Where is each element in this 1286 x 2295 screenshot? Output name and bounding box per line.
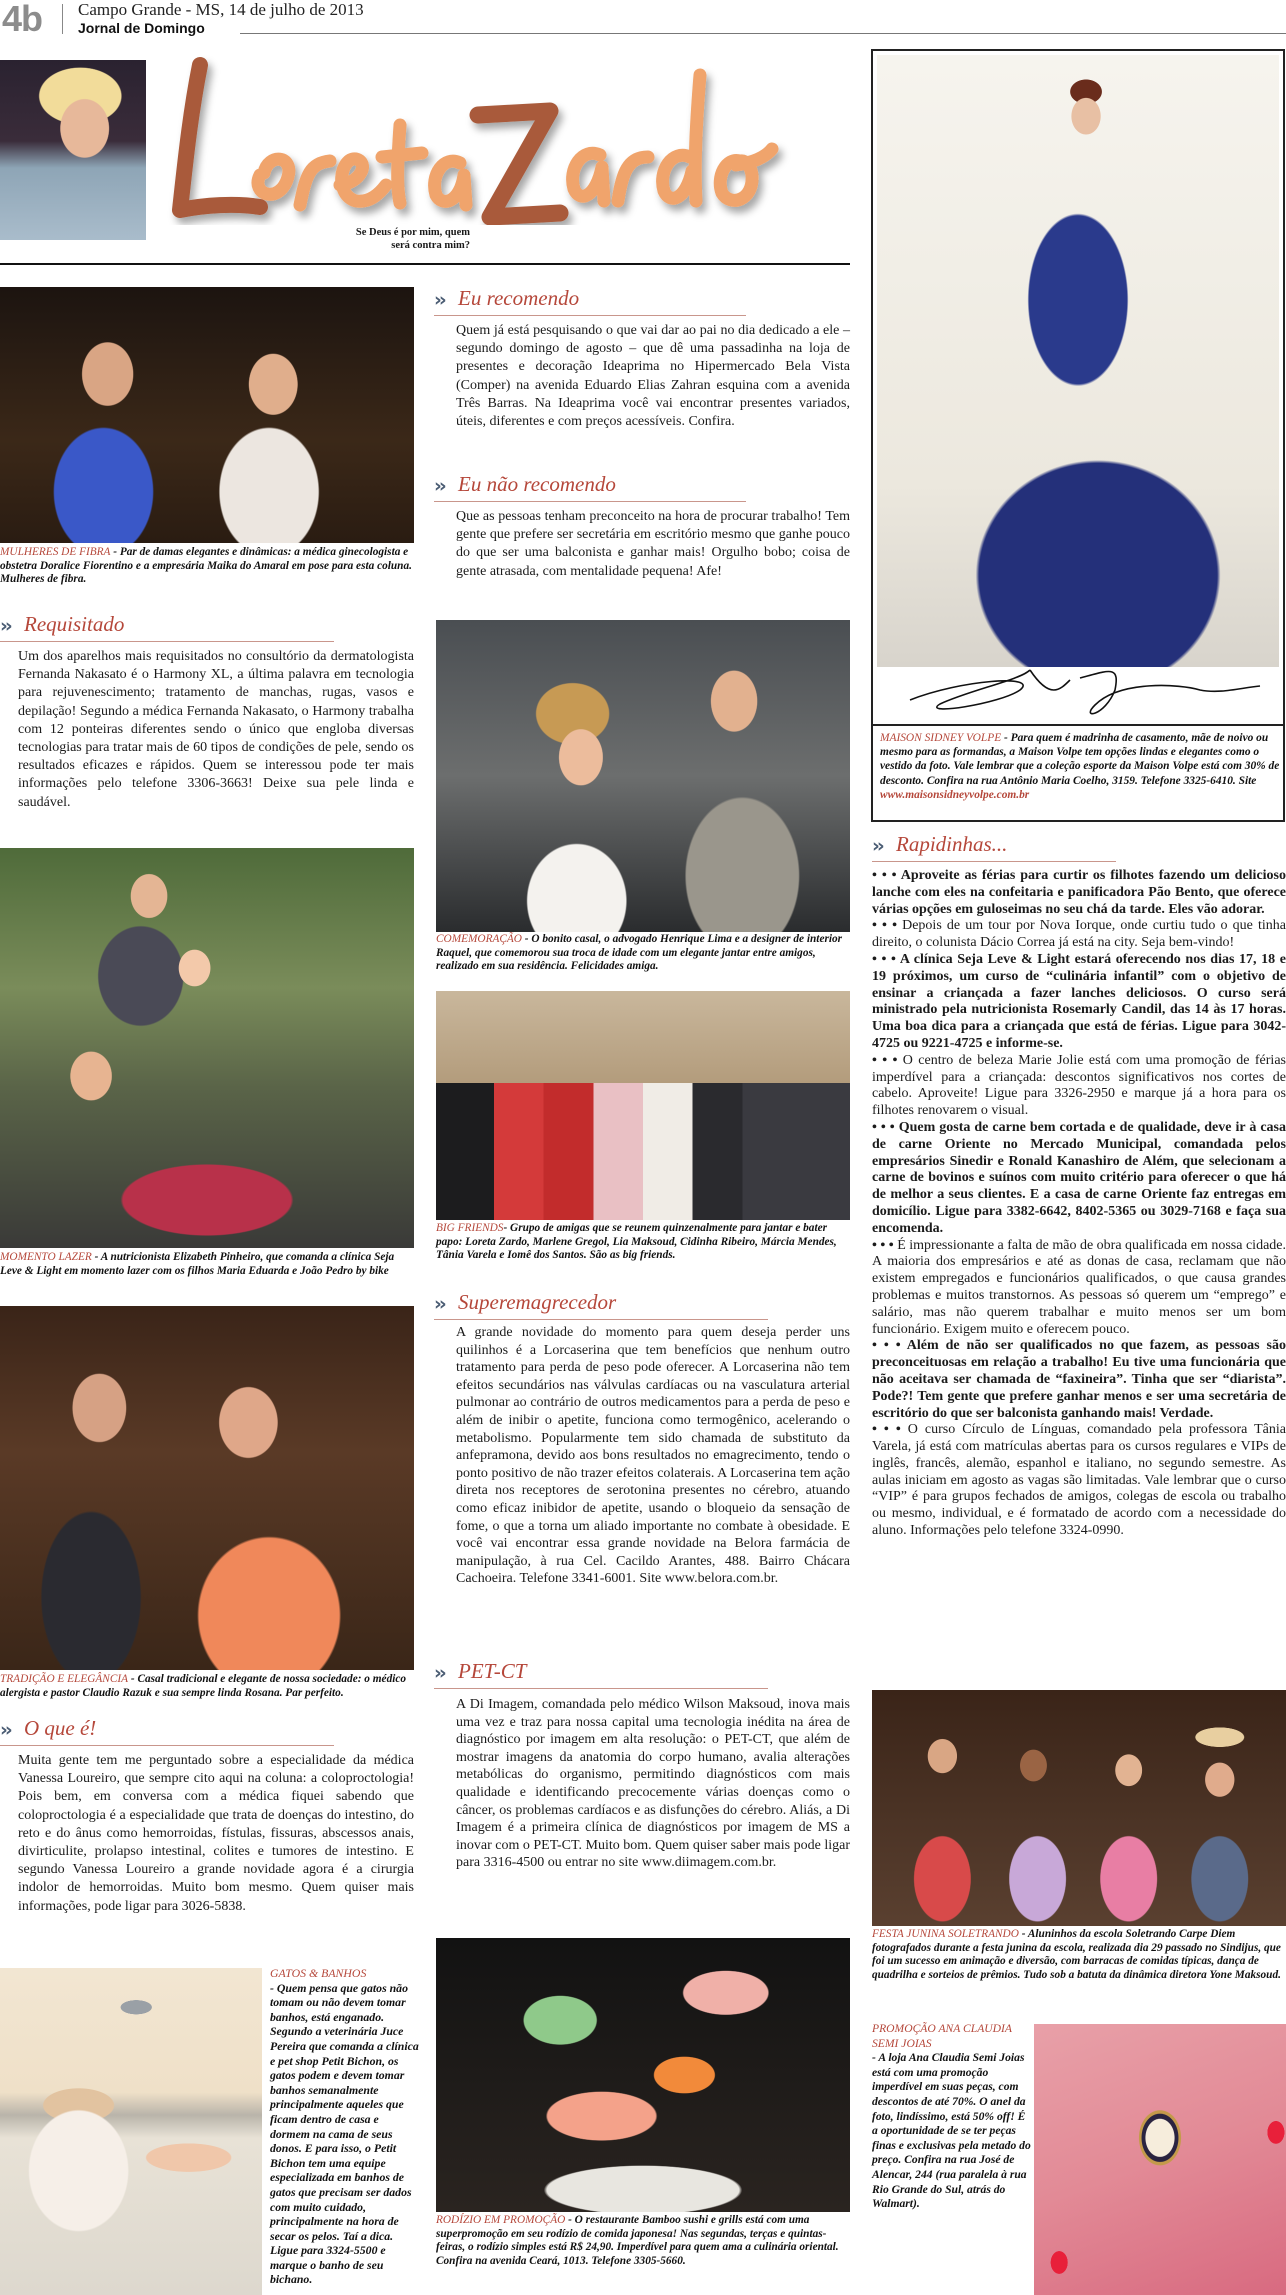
section-head-rapidinhas xyxy=(872,834,1286,860)
photo-maison-sidney-volpe xyxy=(877,55,1279,667)
section-title: Superemagrecedor xyxy=(458,1290,617,1314)
rapidinha-text: A clínica Seja Leve & Light estará oferecendo nos dias 17, 18 e 19 próximos, um curso de “culinária infantil” com o objetivo de ensinar a criançada a fazer lanches deliciosos. O curso será ministrado pela nutricionista Rosemarly Candil, das 14 às 17 horas. Uma boa dica para a criançada que está de férias. Ligue para 3042-4725 ou 9221-4725 e informe-se. xyxy=(872,951,1286,1051)
section-body-rapidinhas xyxy=(872,868,1286,1540)
caption-tradicao-e-elegancia xyxy=(0,1673,414,1700)
rapidinha-item xyxy=(872,868,1286,918)
motto-line-2: será contra mim? xyxy=(391,240,470,251)
photo-tradicao-e-elegancia xyxy=(0,1306,414,1670)
section-head-o-que-e xyxy=(0,1718,414,1744)
chevron-icon: ›› xyxy=(434,1662,444,1684)
chevron-icon: ›› xyxy=(434,1293,444,1315)
caption-title: MULHERES DE FIBRA xyxy=(0,546,111,558)
caption-title: MAISON SIDNEY VOLPE xyxy=(880,732,1002,744)
logo-letter-l xyxy=(180,65,260,210)
section-title: Eu recomendo xyxy=(458,286,580,310)
caption-text: - A loja Ana Claudia Semi Joias está com uma promoção imperdível em suas peças, com descontos de até 70%. O anel da foto, lindíssimo, está 50% off! É a oportunidade de se ter peças finas e exclusivas pela metado do preço. Confira na rua José de Alencar, 244 (rua paralela à rua Rio Grande do Sul, atrás do Walmart). xyxy=(872,2051,1031,2211)
caption-title: GATOS & BANHOS xyxy=(270,1966,367,1980)
rapidinha-text: É impressionante a falta de mão de obra qualificada em nossa cidade. A maioria dos empresários e até as donas de casa, reclamam que não existem empregados e funcionários qualificados, o que causa grandes problemas e muitos transtornos. As pessoas só querem um “emprego” e salário, mas não querem trabalhar e muito menos ser um bom funcionário. Exigem muito e oferecem pouco. xyxy=(872,1237,1286,1337)
caption-text: - Para quem é madrinha de casamento, mãe de noivo ou mesmo para as formandas, a Maison Volpe tem opções lindas e elegantes como o vestido da foto. Vale lembrar que a coleção esporte da Maison Volpe está com 30% de desconto. Confira na rua Antônio Maria Coelho, 3159. Telefone 3325-6410. Site xyxy=(880,732,1280,787)
section-head-superemagrecedor xyxy=(434,1292,854,1318)
section-body-superemagrecedor: A grande novidade do momento para quem deseja perder uns quilinhos é a Lorcaserina que tem benefícios que nenhum outro tratamento para perda de peso pode oferecer. A Lorcaserina não tem efeitos secundários nas válvulas cardíacas ou na vasculatura arterial pulmonar ao contrário de outros medicamentos para a perda de peso e além de inibir o apetite, funciona como termogênico, acelerando o metabolismo. Popularmente tem sido chamada de substituto da anfepramona, devido aos bons resultados no emagrecimento, tendo o ponto positivo de não trazer efeitos colaterais. A Lorcaserina tem ação direta nos receptores de serotonina presentes no cérebro, atuando como eficaz inibidor de apetite, usando o bloqueio da sensação de fome, o que a torna um aliado importante no combate à obesidade. E você vai encontrar essa grande novidade na Belora farmácia de manipulação, à rua Cel. Cacildo Arantes, 488. Bairro Chácara Cachoeira. Telefone 3341-6001. Site www.belora.com.br. xyxy=(456,1325,850,1587)
chevron-icon: ›› xyxy=(434,289,444,311)
caption-text: - Aluninhos da escola Soletrando Carpe Diem fotografados durante a festa junina da escola, realizada dia 29 passado no Sindijus, que foi um sucesso em animação e diversão, com barracas de comidas típicas, dança de quadrilha e sorteios de prêmios. Tudo sob a batuta da dinâmica diretora Yone Maksoud. xyxy=(872,1928,1281,1981)
section-head-eu-nao-recomendo xyxy=(434,474,854,500)
section-body-eu-nao-recomendo: Que as pessoas tenham preconceito na hora de procurar trabalho! Tem gente que prefere ser secretária em escritório mesmo que ganhe pouco do que ser uma balconista e ganhar mais! Orgulho bobo; coisa de gente atrasada, com mentalidade pequena! Afe! xyxy=(456,509,850,579)
chevron-icon: ›› xyxy=(434,475,444,497)
rapidinha-item xyxy=(872,952,1286,1053)
caption-text: - A nutricionista Elizabeth Pinheiro, que comanda a clínica Seja Leve & Light em momento lazer com os filhos Maria Eduarda e João Pedro by bike xyxy=(0,1251,395,1277)
header-rule xyxy=(240,33,1286,34)
section-body-eu-recomendo: Quem já está pesquisando o que vai dar ao pai no dia dedicado a ele – segundo domingo de agosto – que dê uma passadinha na loja de presentes e decoração Ideaprima no Hipermercado Bela Vista (Comper) na avenida Eduardo Elias Zahran esquina com a avenida Três Barras. Na Ideaprima você vai encontrar presentes variados, úteis, diferentes e com preços acessíveis. Confira. xyxy=(456,323,850,430)
caption-maison-sidney-volpe xyxy=(880,731,1280,802)
rapidinha-item xyxy=(872,1053,1286,1120)
caption-title: BIG FRIENDS xyxy=(436,1222,504,1234)
caption-title: PROMOÇÃO ANA CLAUDIA SEMI JOIAS xyxy=(872,2022,1012,2050)
caption-momento-lazer xyxy=(0,1251,414,1278)
date-line: Campo Grande - MS, 14 de julho de 2013 xyxy=(78,0,364,19)
section-rule xyxy=(434,315,746,316)
section-title: Eu não recomendo xyxy=(458,472,616,496)
section-title: PET-CT xyxy=(458,1659,527,1683)
bullet-dots-icon: • • • xyxy=(872,918,897,934)
bullet-dots-icon: • • • xyxy=(872,868,897,883)
photo-mulheres-de-fibra xyxy=(0,287,414,543)
photo-gatos-e-banhos xyxy=(0,1968,262,2295)
bullet-dots-icon: • • • xyxy=(872,1119,895,1135)
caption-text: - O bonito casal, o advogado Henrique Lima e a designer de interior Raquel, que comemorou sua troca de idade com um elegante jantar entre amigos, realizado em sua residência. Felicidades amiga. xyxy=(436,933,843,972)
section-rule xyxy=(0,641,334,642)
caption-mulheres-de-fibra xyxy=(0,546,414,587)
bullet-dots-icon: • • • xyxy=(872,1237,894,1253)
newspaper-name: Jornal de Domingo xyxy=(78,20,205,36)
photo-comemoracao xyxy=(436,620,850,932)
masthead-rule xyxy=(0,263,850,265)
caption-title: MOMENTO LAZER xyxy=(0,1251,92,1263)
page-number: 4b xyxy=(2,0,43,39)
section-title: Requisitado xyxy=(24,612,125,636)
section-title: Rapidinhas... xyxy=(896,832,1008,856)
rapidinha-item xyxy=(872,1120,1286,1238)
rapidinha-item xyxy=(872,1238,1286,1339)
caption-title: RODÍZIO EM PROMOÇÃO xyxy=(436,2214,566,2226)
bullet-dots-icon: • • • xyxy=(872,1338,901,1354)
logo-word-ardo xyxy=(573,75,772,201)
caption-comemoracao xyxy=(436,933,850,974)
photo-rodizio-em-promocao xyxy=(436,1938,850,2212)
signature-sidney-volpe xyxy=(880,660,1276,722)
column-logo xyxy=(160,45,860,225)
rapidinha-text: Além de não ser qualificados no que fazem, as pessoas são preconceituosas em relação a trabalho! Eu tive uma funcionária que não aceitava ser chamada de “faxineira”. Tinha que ser “diarista”. Pode?! Tem gente que prefere ganhar menos e ser uma secretária de escritório do que ser balconista ganhando mais! Verdade. xyxy=(872,1338,1286,1421)
caption-text: - Quem pensa que gatos não tomam ou não devem tomar banhos, está enganado. Segundo a veterinária Juce Pereira que comanda a clínica e pet shop Petit Bichon, os gatos podem e devem tomar banhos semanalmente principalmente aqueles que ficam dentro de casa e dormem na cama de seus donos. E para isso, o Petit Bichon tem uma equipe especializada em banhos de gatos que precisam ser dados com muito cuidado, principalmente na hora de secar os pelos. Taí a dica. Ligue para 3324-5500 e marque o banho de seu bichano. xyxy=(270,1980,419,2287)
rapidinha-text: Depois de um tour por Nova Iorque, onde curtiu tudo o que tinha direito, o colunista Dácio Correa já está na city. Seja bem-vindo! xyxy=(872,918,1286,951)
caption-gatos-e-banhos xyxy=(270,1966,420,2287)
section-body-o-que-e: Muita gente tem me perguntado sobre a especialidade da médica Vanessa Loureiro, que sempre cito aqui na coluna: a coloproctologia! Pois bem, em conversa com a médica fiquei sabendo que coloproctologia é a especialidade que trata de doenças do intestino, do reto e do ânus como hemorroidas, fístulas, fissuras, abscessos anais, divirticulite, prolapso intestinal, colites e tumores de intestino. E segundo Vanessa Loureiro a grande novidade agora é a cirurgia indolor de hemorroidas. Muito bom mesmo. Quem quiser mais informações, pode ligar para 3026-5838. xyxy=(18,1753,414,1914)
rapidinha-item xyxy=(872,1338,1286,1422)
rapidinha-item xyxy=(872,918,1286,952)
photo-big-friends xyxy=(436,991,850,1220)
section-head-eu-recomendo xyxy=(434,288,854,314)
rapidinha-item xyxy=(872,1422,1286,1540)
caption-rodizio-em-promocao xyxy=(436,2214,850,2268)
maison-website-link[interactable]: www.maisonsidneyvolpe.com.br xyxy=(880,788,1030,801)
bullet-dots-icon: • • • xyxy=(872,1422,901,1438)
caption-promocao-ana-claudia xyxy=(872,2022,1032,2212)
chevron-icon: ›› xyxy=(0,615,10,637)
section-rule xyxy=(434,1319,768,1320)
section-rule xyxy=(434,1688,768,1689)
caption-big-friends xyxy=(436,1222,850,1263)
maison-divider xyxy=(871,724,1285,726)
caption-title: COMEMORAÇÃO xyxy=(436,933,522,945)
section-body-requisitado: Um dos aparelhos mais requisitados no consultório da dermatologista Fernanda Nakasato é o Harmony XL, a última palavra em tecnologia para rejuvenescimento; tratamento de manchas, rugas, vasos e depilação! Segundo a médica Fernanda Nakasato, o Harmony trabalha com 12 ponteiras diferentes sendo o único que engloba diversas tecnologias para tratar mais de 60 tipos de condições de pele, sendo os resultados eficazes e rápidos. Quem se interessou pode ter mais informações pelo telefone 3306-3663! Deixe sua pele linda e saudável. xyxy=(18,649,414,810)
rapidinha-text: Aproveite as férias para curtir os filhotes fazendo um delicioso lanche com eles na confeitaria e panificadora Pão Bento, que oferece várias opções em guloseimas no seu chá da tarde. Eles vão adorar. xyxy=(872,868,1286,917)
caption-text: - Par de damas elegantes e dinâmicas: a médica ginecologista e obstetra Doralice Fiorentino e a empresária Maika do Amaral em pose para esta coluna. Mulheres de fibra. xyxy=(0,546,412,585)
rapidinha-text: O curso Círculo de Línguas, comandado pela professora Tânia Varela, já está com matrículas abertas para os cursos regulares e VIPs de inglês, francês, alemão, espanhol e italiano, no segundo semestre. As aulas iniciam em agosto as vagas são limitadas. Vale lembrar que o curso “VIP” é para grupos fechados de amigos, colegas de escola ou trabalho ou mesmo, individual, e é formatado de acordo com a necessidade do aluno. Informações pelo telefone 3324-0990. xyxy=(872,1422,1286,1539)
caption-title: TRADIÇÃO E ELEGÂNCIA xyxy=(0,1673,129,1685)
logo-word-oreta xyxy=(258,125,466,205)
bullet-dots-icon: • • • xyxy=(872,951,896,967)
caption-festa-junina xyxy=(872,1928,1286,1982)
caption-title: FESTA JUNINA SOLETRANDO xyxy=(872,1928,1019,1940)
section-title: O que é! xyxy=(24,1716,97,1740)
rapidinha-text: O centro de beleza Marie Jolie está com uma promoção de férias imperdível para a criançada: descontos significativos nos cortes de cabelo. Aproveite! Ligue para 3326-2950 e marque já a hora para os filhotes renovarem o visual. xyxy=(872,1052,1286,1119)
caption-text: - Grupo de amigas que se reunem quinzenalmente para jantar e bater papo: Loreta Zardo, Marlene Gregol, Lia Maksoud, Cidinha Ribeiro, Márcia Mendes, Tânia Varela e Iomê dos Santos. São as big friends. xyxy=(436,1222,837,1261)
bullet-dots-icon: • • • xyxy=(872,1052,898,1068)
section-rule xyxy=(434,501,746,502)
photo-momento-lazer xyxy=(0,848,414,1248)
columnist-photo xyxy=(0,60,146,240)
photo-anel-semi-joia xyxy=(1034,2024,1286,2295)
motto-line-1: Se Deus é por mim, quem xyxy=(355,227,470,238)
section-rule xyxy=(0,1745,334,1746)
caption-text: - Casal tradicional e elegante de nossa sociedade: o médico alergista e pastor Claudio Razuk e sua sempre linda Rosana. Par perfeito. xyxy=(0,1673,407,1699)
header-divider xyxy=(62,4,63,34)
chevron-icon: ›› xyxy=(872,835,882,857)
section-rule xyxy=(872,861,1116,862)
rapidinha-text: Quem gosta de carne bem cortada e de qualidade, deve ir à casa de carne Oriente no Mercado Municipal, comandada pelos empresários Sinedir e Ronald Kanashiro de Além, que selecionam a carne de bovinos e suínos com muito critério para oferecer o que há de melhor a seus clientes. E a casa de carne Oriente faz entregas em domicílio. Ligue para 3382-6642, 8402-5365 ou 3029-7168 e faça sua encomenda. xyxy=(872,1119,1286,1236)
logo-letter-z xyxy=(478,111,560,217)
column-motto xyxy=(300,226,470,252)
section-body-pet-ct: A Di Imagem, comandada pelo médico Wilson Maksoud, inova mais uma vez e traz para nossa capital uma tecnologia inédita na área de diagnóstico por imagem em alta resolução: o PET-CT, que além de mostrar imagens da anatomia do corpo humano, avalia alterações metabólicas do organismo, permitindo diagnósticos com mais qualidade e identificando precocemente várias doenças como o câncer, os problemas cardíacos e as disfunções do cérebro. Aliás, a Di Imagem é a primeira clínica de diagnósticos por imagem de MS a inovar com o PET-CT. Muito bom. Quem quiser saber mais pode ligar para 3316-4500 ou entrar no site www.diimagem.com.br. xyxy=(456,1697,850,1871)
photo-festa-junina xyxy=(872,1690,1286,1926)
chevron-icon: ›› xyxy=(0,1719,10,1741)
section-head-pet-ct xyxy=(434,1661,854,1687)
caption-text: - O restaurante Bamboo sushi e grills está com uma superpromoção em seu rodízio de comida japonesa! Nas segundas, terças e quintas-feiras, o rodízio simples está R$ 24,90. Imperdível para quem ama a culinária oriental. Confira na avenida Ceará, 1013. Telefone 3305-5660. xyxy=(436,2214,839,2267)
section-head-requisitado xyxy=(0,614,414,640)
